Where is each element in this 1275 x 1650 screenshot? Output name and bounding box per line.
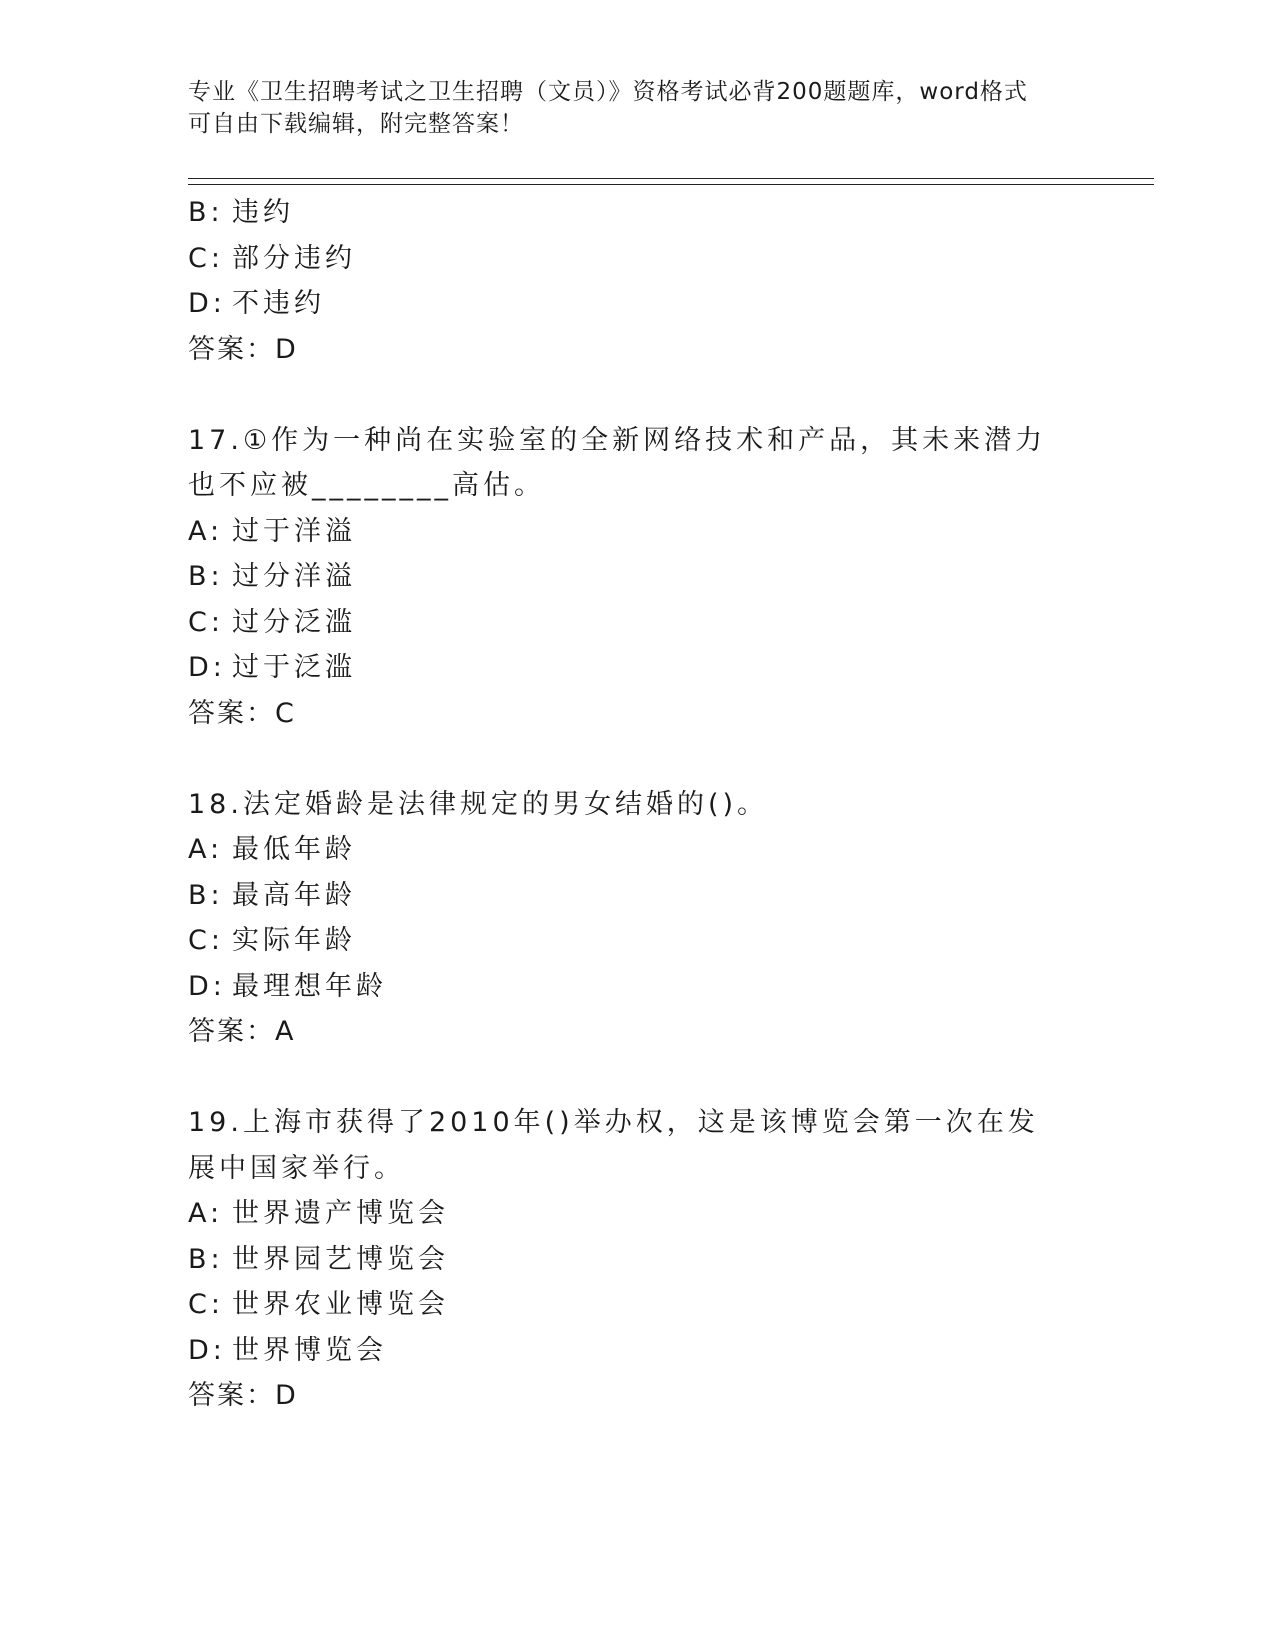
answer-line: 答案：A [188, 1016, 296, 1047]
question-text: 17.①作为一种尚在实验室的全新网络技术和产品，其未来潜力也不应被________高估。 [188, 424, 1047, 501]
option-text: 世界农业博览会 [232, 1289, 449, 1320]
option-text: 最理想年龄 [232, 970, 387, 1002]
option-key: A: [188, 515, 224, 547]
option-key: C: [188, 242, 224, 274]
option-line [188, 1328, 1088, 1374]
option-line [188, 554, 1088, 600]
question-block-17 [188, 418, 1088, 737]
option-line [188, 190, 1088, 236]
option-key: B: [188, 561, 224, 592]
option-key: D: [188, 1334, 226, 1366]
option-line [188, 1237, 1088, 1283]
option-key: A: [188, 1198, 224, 1229]
option-key: D: [188, 970, 226, 1002]
header-title-line2: 可自由下载编辑，附完整答案！ [188, 111, 524, 137]
option-line [188, 509, 1088, 555]
question-text: 18.法定婚龄是法律规定的男女结婚的()。 [188, 788, 769, 820]
answer-line: 答案：C [188, 697, 296, 729]
option-text: 实际年龄 [232, 925, 356, 956]
option-text: 过于洋溢 [232, 515, 356, 547]
option-line [188, 236, 1088, 282]
option-text: 违约 [232, 197, 294, 228]
option-key: B: [188, 1243, 224, 1275]
option-text: 世界遗产博览会 [232, 1198, 449, 1229]
prev-question-block [188, 190, 1088, 372]
header-title-line1: 专业《卫生招聘考试之卫生招聘（文员）》资格考试必背200题题库，word格式 [188, 79, 1028, 105]
option-text: 部分违约 [232, 242, 356, 274]
option-key: A: [188, 834, 224, 865]
option-key: B: [188, 197, 224, 228]
option-line [188, 1191, 1088, 1237]
answer-line: 答案：D [188, 1380, 298, 1411]
option-key: D: [188, 652, 226, 683]
option-key: B: [188, 879, 224, 911]
spacer [188, 372, 1088, 418]
option-key: C: [188, 1289, 224, 1320]
option-key: D: [188, 288, 226, 319]
question-list [188, 190, 1088, 1419]
option-text: 世界园艺博览会 [232, 1243, 449, 1275]
option-text: 过分洋溢 [232, 561, 356, 592]
spacer [188, 1055, 1088, 1101]
option-text: 不违约 [232, 288, 325, 319]
option-text: 过于泛滥 [232, 652, 356, 683]
option-line [188, 645, 1088, 691]
option-line [188, 281, 1088, 327]
option-line [188, 827, 1088, 873]
document-header [188, 76, 1088, 140]
option-text: 最低年龄 [232, 834, 356, 865]
option-line [188, 873, 1088, 919]
option-line [188, 600, 1088, 646]
question-text: 19.上海市获得了2010年()举办权，这是该博览会第一次在发展中国家举行。 [188, 1107, 1039, 1184]
option-key: C: [188, 925, 224, 956]
option-text: 过分泛滥 [232, 606, 356, 638]
option-text: 世界博览会 [232, 1334, 387, 1366]
option-line [188, 964, 1088, 1010]
question-block-19 [188, 1100, 1088, 1419]
option-text: 最高年龄 [232, 879, 356, 911]
spacer [188, 736, 1088, 782]
question-block-18 [188, 782, 1088, 1055]
option-key: C: [188, 606, 224, 638]
option-line [188, 918, 1088, 964]
option-line [188, 1282, 1088, 1328]
header-divider [188, 178, 1154, 185]
answer-line: 答案：D [188, 333, 298, 365]
